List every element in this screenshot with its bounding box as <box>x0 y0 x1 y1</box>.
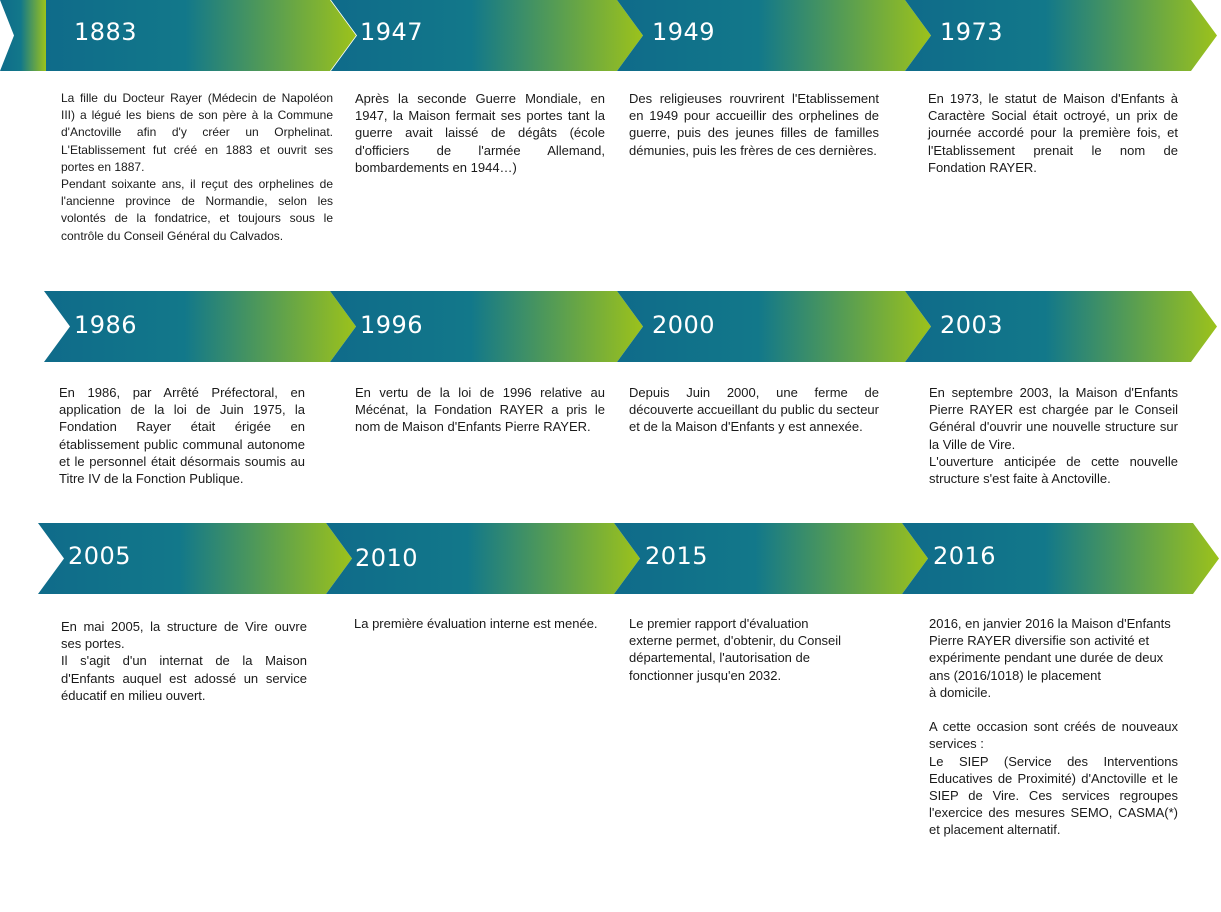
year-label: 2005 <box>68 542 132 570</box>
event-description <box>355 384 605 436</box>
year-label: 2000 <box>652 311 716 339</box>
event-paragraph: L'ouverture anticipée de cette nouvelle structure s'est faite à Anctoville. <box>929 453 1178 487</box>
event-paragraph: Il s'agit d'un internat de la Maison d'Enfants auquel est adossé un service éducatif en milieu ouvert. <box>61 653 307 703</box>
event-description <box>629 90 879 159</box>
event-paragraph: La première évaluation interne est menée. <box>354 616 598 631</box>
event-description <box>629 384 879 436</box>
year-label: 2015 <box>645 542 709 570</box>
event-paragraph: Après la seconde Guerre Mondiale, en 1947, la Maison fermait ses portes tant la guerre avait laissé de dégâts (école d'officiers de l'armée Allemand, bombardements en 1944…) <box>355 91 605 175</box>
event-description <box>59 384 305 487</box>
event-paragraph: En septembre 2003, la Maison d'Enfants Pierre RAYER est chargée par le Conseil Général d'ouvrir une nouvelle structure sur la Ville de Vire. <box>929 385 1178 452</box>
event-paragraph: Des religieuses rouvrirent l'Etablissement en 1949 pour accueillir des orphelines de guerre, puis des jeunes filles de familles démunies, puis les frères de ces dernières. <box>629 91 879 158</box>
event-paragraph: 2016, en janvier 2016 la Maison d'Enfants Pierre RAYER diversifie son activité et expérimente pendant une durée de deux ans (2016/1018) le placement à domicile. <box>929 616 1171 700</box>
event-paragraph: En vertu de la loi de 1996 relative au Mécénat, la Fondation RAYER a pris le nom de Maison d'Enfants Pierre RAYER. <box>355 385 605 435</box>
event-description <box>61 90 333 245</box>
year-label: 1973 <box>940 18 1004 46</box>
event-paragraph: La fille du Docteur Rayer (Médecin de Napoléon III) a légué les biens de son père à la Commune d'Anctoville afin d'y créer un Orphelinat. L'Etablissement fut créé en 1883 et ouvrit ses portes en 1887. <box>61 91 333 174</box>
year-label: 1949 <box>652 18 716 46</box>
event-description <box>929 615 1178 839</box>
event-paragraph: En 1986, par Arrêté Préfectoral, en application de la loi de Juin 1975, la Fondation Rayer était érigée en établissement public communal autonome et le personnel était désormais soumis au Titre IV de la Fonction Publique. <box>59 385 305 487</box>
arrow-band <box>0 291 1221 362</box>
year-label: 1996 <box>360 311 424 339</box>
year-label: 1986 <box>74 311 138 339</box>
event-description <box>61 618 307 704</box>
event-paragraph: En 1973, le statut de Maison d'Enfants à Caractère Social était octroyé, un prix de journée accordé pour la première fois, et l'Etablissement prenait le nom de Fondation RAYER. <box>928 91 1178 175</box>
arrow-band <box>0 0 1221 71</box>
event-description <box>929 384 1178 487</box>
event-paragraph: En mai 2005, la structure de Vire ouvre ses portes. <box>61 619 307 652</box>
event-paragraph: Le premier rapport d'évaluation externe permet, d'obtenir, du Conseil départemental, l'autorisation de fonctionner jusqu'en 2032. <box>629 616 842 683</box>
event-paragraph: A cette occasion sont créés de nouveaux services : <box>929 719 1178 752</box>
timeline-row <box>0 291 1221 362</box>
arrow-band <box>0 523 1221 594</box>
event-description <box>629 615 879 684</box>
timeline-row <box>0 0 1221 71</box>
lead-chevron <box>0 0 46 71</box>
event-paragraph: Depuis Juin 2000, une ferme de découverte accueillant du public du secteur et de la Maison d'Enfants y est annexée. <box>629 385 879 435</box>
event-paragraph: Le SIEP (Service des Interventions Educatives de Proximité) d'Anctoville et le SIEP de Vire. Ces services regroupes l'exercice des mesures SEMO, CASMA(*) et placement alternatif. <box>929 753 1178 838</box>
event-paragraph: Pendant soixante ans, il reçut des orphelines de l'ancienne province de Normandie, selon les volontés de la fondatrice, et toujours sous le contrôle du Conseil Général du Calvados. <box>61 177 333 243</box>
year-label: 2003 <box>940 311 1004 339</box>
year-label: 2016 <box>933 542 997 570</box>
timeline-row <box>0 523 1221 594</box>
year-label: 2010 <box>355 544 419 572</box>
event-description <box>355 90 605 176</box>
event-description <box>928 90 1178 176</box>
year-label: 1947 <box>360 18 424 46</box>
event-description <box>354 615 604 632</box>
year-label: 1883 <box>74 18 138 46</box>
